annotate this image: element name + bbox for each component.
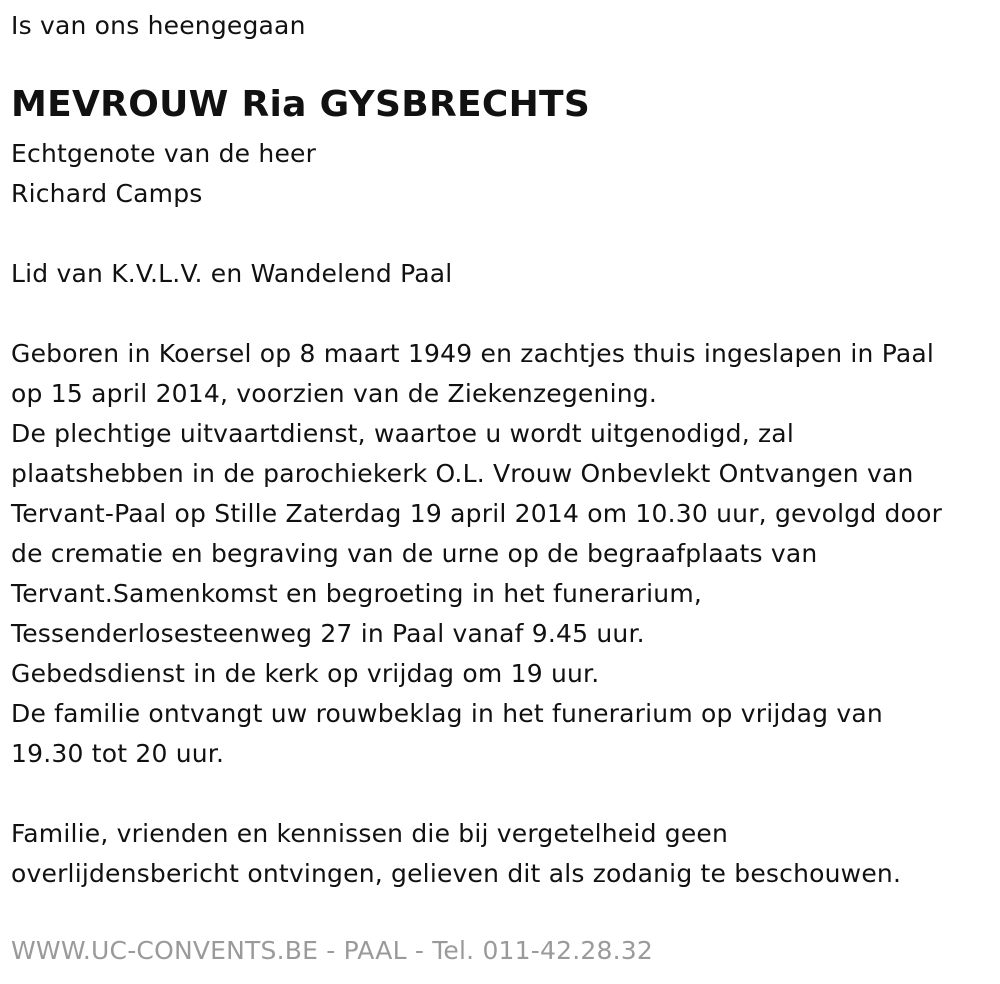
- details-line: 19.30 tot 20 uur.: [11, 739, 225, 768]
- intro-text: Is van ons heengegaan: [11, 11, 306, 40]
- relation-line: Richard Camps: [11, 179, 203, 208]
- relation-block: [11, 134, 316, 214]
- details-line: Tervant-Paal op Stille Zaterdag 19 april 2014 om 10.30 uur, gevolgd door: [11, 499, 943, 528]
- details-line: Geboren in Koersel op 8 maart 1949 en zachtjes thuis ingeslapen in Paal: [11, 339, 935, 368]
- details-line: Tervant.Samenkomst en begroeting in het funerarium,: [11, 579, 703, 608]
- deceased-name: MEVROUW Ria GYSBRECHTS: [11, 84, 591, 125]
- details-line: op 15 april 2014, voorzien van de Ziekenzegening.: [11, 379, 657, 408]
- notice-line: Familie, vrienden en kennissen die bij vergetelheid geen: [11, 819, 729, 848]
- details-line: de crematie en begraving van de urne op de begraafplaats van: [11, 539, 818, 568]
- membership-line: Lid van K.V.L.V. en Wandelend Paal: [11, 259, 453, 288]
- footer-contact: WWW.UC-CONVENTS.BE - PAAL - Tel. 011-42.28.32: [11, 936, 653, 965]
- relation-line: Echtgenote van de heer: [11, 139, 317, 168]
- details-line: Tessenderlosesteenweg 27 in Paal vanaf 9.45 uur.: [11, 619, 645, 648]
- details-line: De familie ontvangt uw rouwbeklag in het funerarium op vrijdag van: [11, 699, 883, 728]
- notice-block: [11, 814, 901, 894]
- details-line: De plechtige uitvaartdienst, waartoe u wordt uitgenodigd, zal: [11, 419, 794, 448]
- details-block: [11, 334, 942, 774]
- details-line: Gebedsdienst in de kerk op vrijdag om 19 uur.: [11, 659, 600, 688]
- notice-line: overlijdensbericht ontvingen, gelieven dit als zodanig te beschouwen.: [11, 859, 902, 888]
- membership-block: [11, 254, 452, 294]
- details-line: plaatshebben in de parochiekerk O.L. Vrouw Onbevlekt Ontvangen van: [11, 459, 914, 488]
